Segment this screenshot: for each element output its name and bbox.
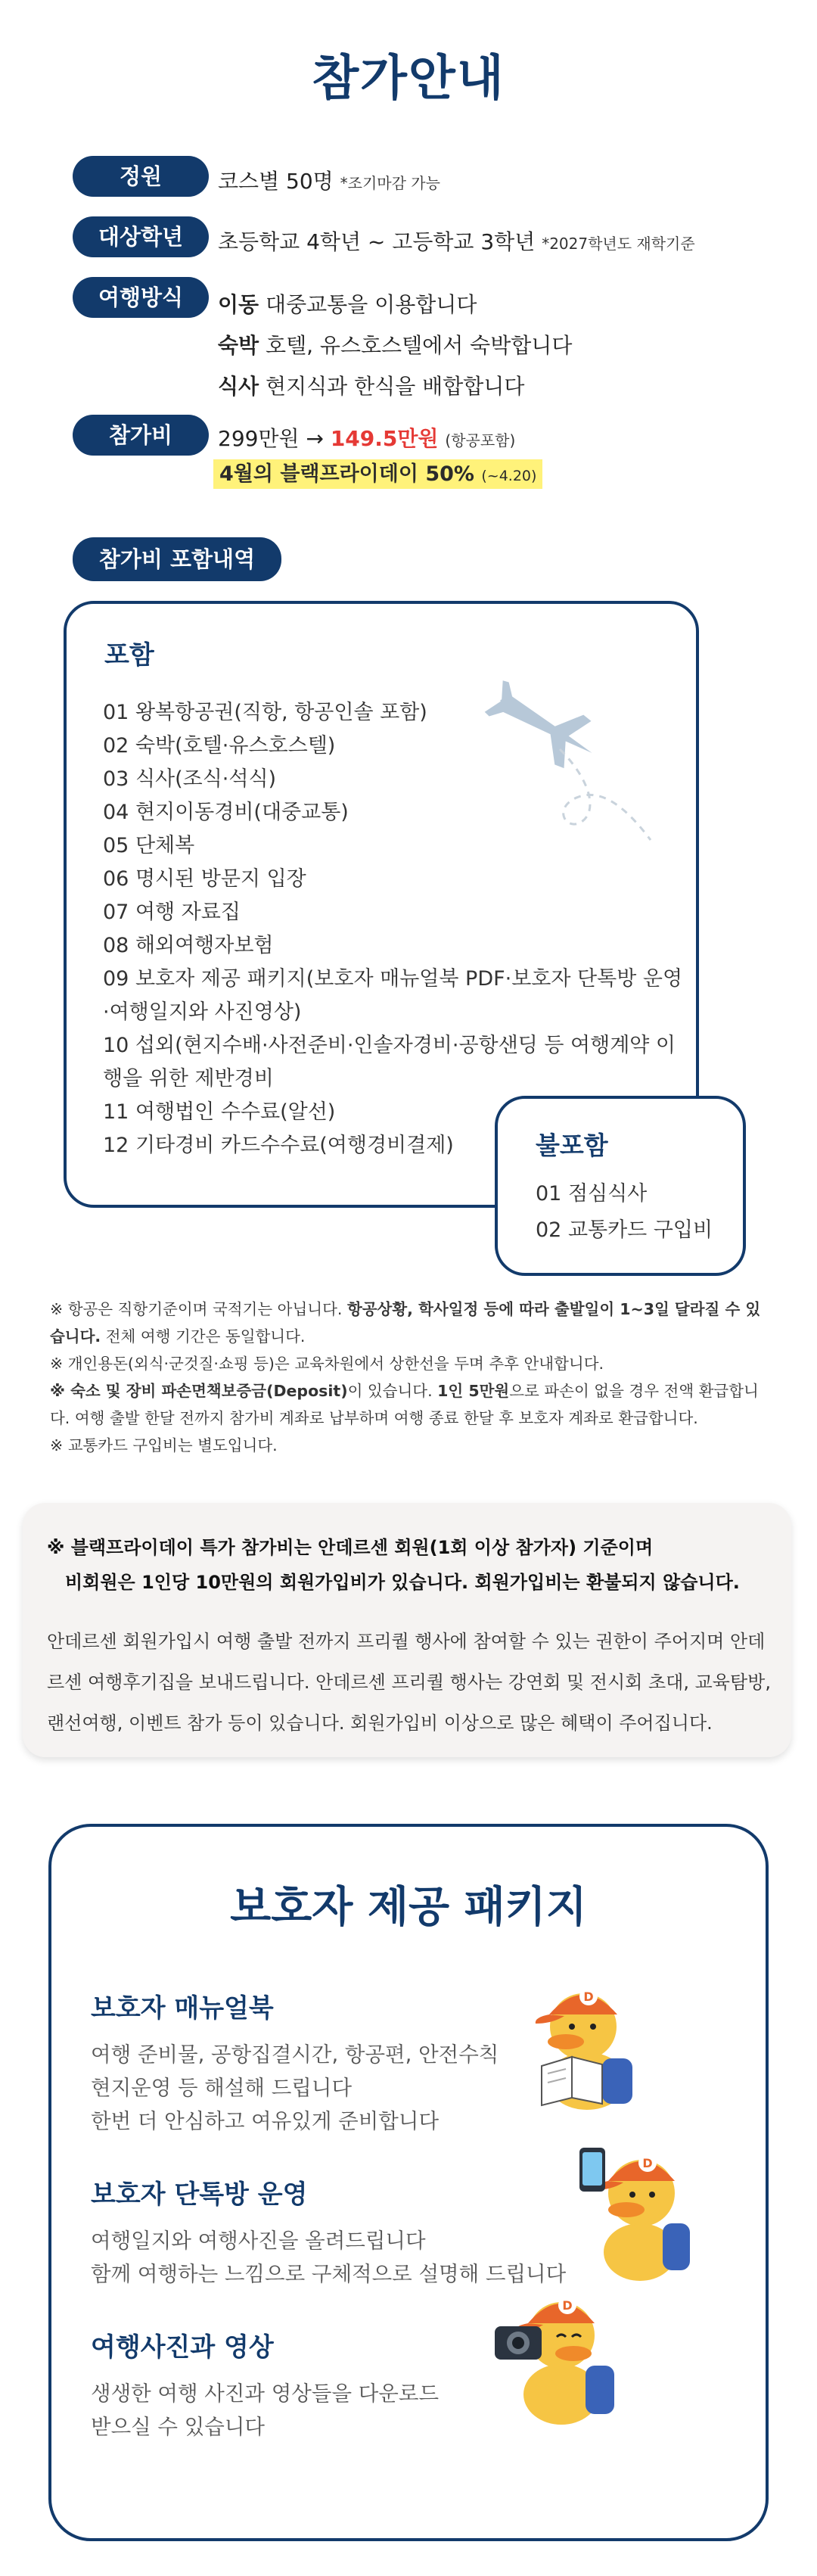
svg-text:D: D — [562, 2298, 573, 2313]
note-line: 다. 여행 출발 한달 전까지 참가비 계좌로 납부하며 여행 종료 한달 후 보호자 계좌로 환급합니다. — [50, 1409, 698, 1427]
duck-mascot-reading-icon — [519, 1968, 648, 2111]
list-item: 11 여행법인 수수료(알선) — [103, 1100, 336, 1124]
package-item-text: 여행일지와 여행사진을 올려드립니다 함께 여행하는 느낌으로 구체적으로 설명해 드립니다 — [91, 2229, 567, 2286]
duck-mascot-camera-icon — [492, 2276, 628, 2428]
package-item — [91, 2326, 560, 2444]
duck-mascot-phone-icon — [572, 2133, 701, 2284]
package-item — [91, 2173, 651, 2291]
excluded-list — [536, 1176, 713, 1249]
package-item-title: 보호자 매뉴얼북 — [91, 1993, 274, 2024]
list-item: 03 식사(조식·석식) — [103, 767, 277, 791]
fee-original: 299만원 → — [218, 426, 324, 451]
list-item: 06 명시된 방문지 입장 — [103, 867, 306, 891]
capacity-value: 코스별 50명 — [218, 169, 334, 194]
grade-value: 초등학교 4학년 ~ 고등학교 3학년 — [218, 229, 536, 254]
capacity-row — [218, 165, 440, 195]
notes-block — [50, 1296, 769, 1459]
method-item: 식사 현지식과 한식을 배합합니다 — [218, 374, 525, 399]
capacity-note: *조기마감 가능 — [340, 174, 440, 192]
note-line: ※ 교통카드 구입비는 별도입니다. — [50, 1436, 278, 1454]
membership-headline: ※ 블랙프라이데이 특가 참가비는 안데르센 회원(1회 이상 참가자) 기준이며 비회원은 1인당 10만원의 회원가입비가 있습니다. 회원가입비는 환불되지 않습니다. — [47, 1537, 740, 1593]
list-item: 02 숙박(호텔·유스호스텔) — [103, 734, 336, 758]
list-item: 10 섭외(현지수배·사전준비·인솔자경비·공항샌딩 등 여행계약 이 — [103, 1034, 676, 1057]
page-title: 참가안내 — [312, 51, 505, 107]
list-item: ·여행일지와 사진영상) — [103, 1000, 302, 1024]
svg-text:D: D — [583, 1990, 594, 2004]
membership-body: 안데르센 회원가입시 여행 출발 전까지 프리퀄 행사에 참여할 수 있는 권한이 주어지며 안데 르센 여행후기집을 보내드립니다. 안데르센 프리퀄 행사는 강연회 및 전시회 초대, 교육탐방, 랜선여행, 이벤트 참가 등이 있습니다. 회원가입비 이상으로 많은 혜택이 주어집니다. — [47, 1631, 771, 1734]
package-item-text: 생생한 여행 사진과 영상들을 다운로드 받으실 수 있습니다 — [91, 2382, 440, 2439]
note-line: 습니다. 전체 여행 기간은 동일합니다. — [50, 1327, 306, 1346]
fee-label: 참가비 — [73, 415, 209, 456]
capacity-label: 정원 — [73, 156, 209, 197]
method-item: 숙박 호텔, 유스호스텔에서 숙박합니다 — [218, 333, 573, 358]
included-title: 포함 — [104, 640, 154, 670]
list-item: 01 점심식사 — [536, 1182, 648, 1206]
list-item: 07 여행 자료집 — [103, 901, 241, 924]
list-item: 행을 위한 제반경비 — [103, 1067, 274, 1090]
note-line: ※ 숙소 및 장비 파손면책보증금(Deposit)이 있습니다. 1인 5만원으로 파손이 없을 경우 전액 환급합니 — [50, 1382, 759, 1400]
included-list — [103, 696, 682, 1162]
package-item-title: 여행사진과 영상 — [91, 2332, 274, 2363]
grade-note: *2027학년도 재학기준 — [542, 235, 695, 253]
list-item: 02 교통카드 구입비 — [536, 1218, 713, 1242]
excluded-title: 불포함 — [536, 1131, 608, 1160]
package-item-text: 여행 준비물, 공항집결시간, 항공편, 안전수칙 현지운영 등 해설해 드립니다 한번 더 안심하고 여유있게 준비합니다 — [91, 2042, 499, 2133]
method-item: 이동 대중교통을 이용합니다 — [218, 292, 477, 317]
note-line: ※ 개인용돈(외식·군것질·쇼핑 등)은 교육차원에서 상한선을 두며 추후 안내합니다. — [50, 1355, 604, 1373]
package-item — [91, 1987, 560, 2138]
grade-row — [218, 226, 695, 256]
included-section-pill: 참가비 포함내역 — [73, 537, 281, 581]
grade-label: 대상학년 — [73, 216, 209, 257]
fee-row — [218, 422, 515, 453]
fee-sale-note: (항공포함) — [445, 431, 516, 450]
list-item: 04 현지이동경비(대중교통) — [103, 801, 349, 824]
svg-text:D: D — [642, 2156, 653, 2170]
note-line: ※ 항공은 직항기준이며 국적기는 아닙니다. 항공상황, 학사일정 등에 따라 출발일이 1~3일 달라질 수 있 — [50, 1300, 761, 1318]
list-item: 01 왕복항공권(직항, 항공인솔 포함) — [103, 701, 427, 724]
package-item-title: 보호자 단톡방 운영 — [91, 2179, 308, 2210]
fee-sale: 149.5만원 — [330, 426, 439, 451]
fee-promo: 4월의 블랙프라이데이 50% (~4.20) — [213, 457, 542, 487]
list-item: 08 해외여행자보험 — [103, 934, 274, 957]
list-item: 12 기타경비 카드수수료(여행경비결제) — [103, 1134, 454, 1157]
method-label: 여행방식 — [73, 277, 209, 318]
list-item: 05 단체복 — [103, 834, 195, 857]
list-item: 09 보호자 제공 패키지(보호자 매뉴얼북 PDF·보호자 단톡방 운영 — [103, 967, 683, 991]
package-title: 보호자 제공 패키지 — [230, 1883, 587, 1932]
method-list — [218, 285, 572, 407]
